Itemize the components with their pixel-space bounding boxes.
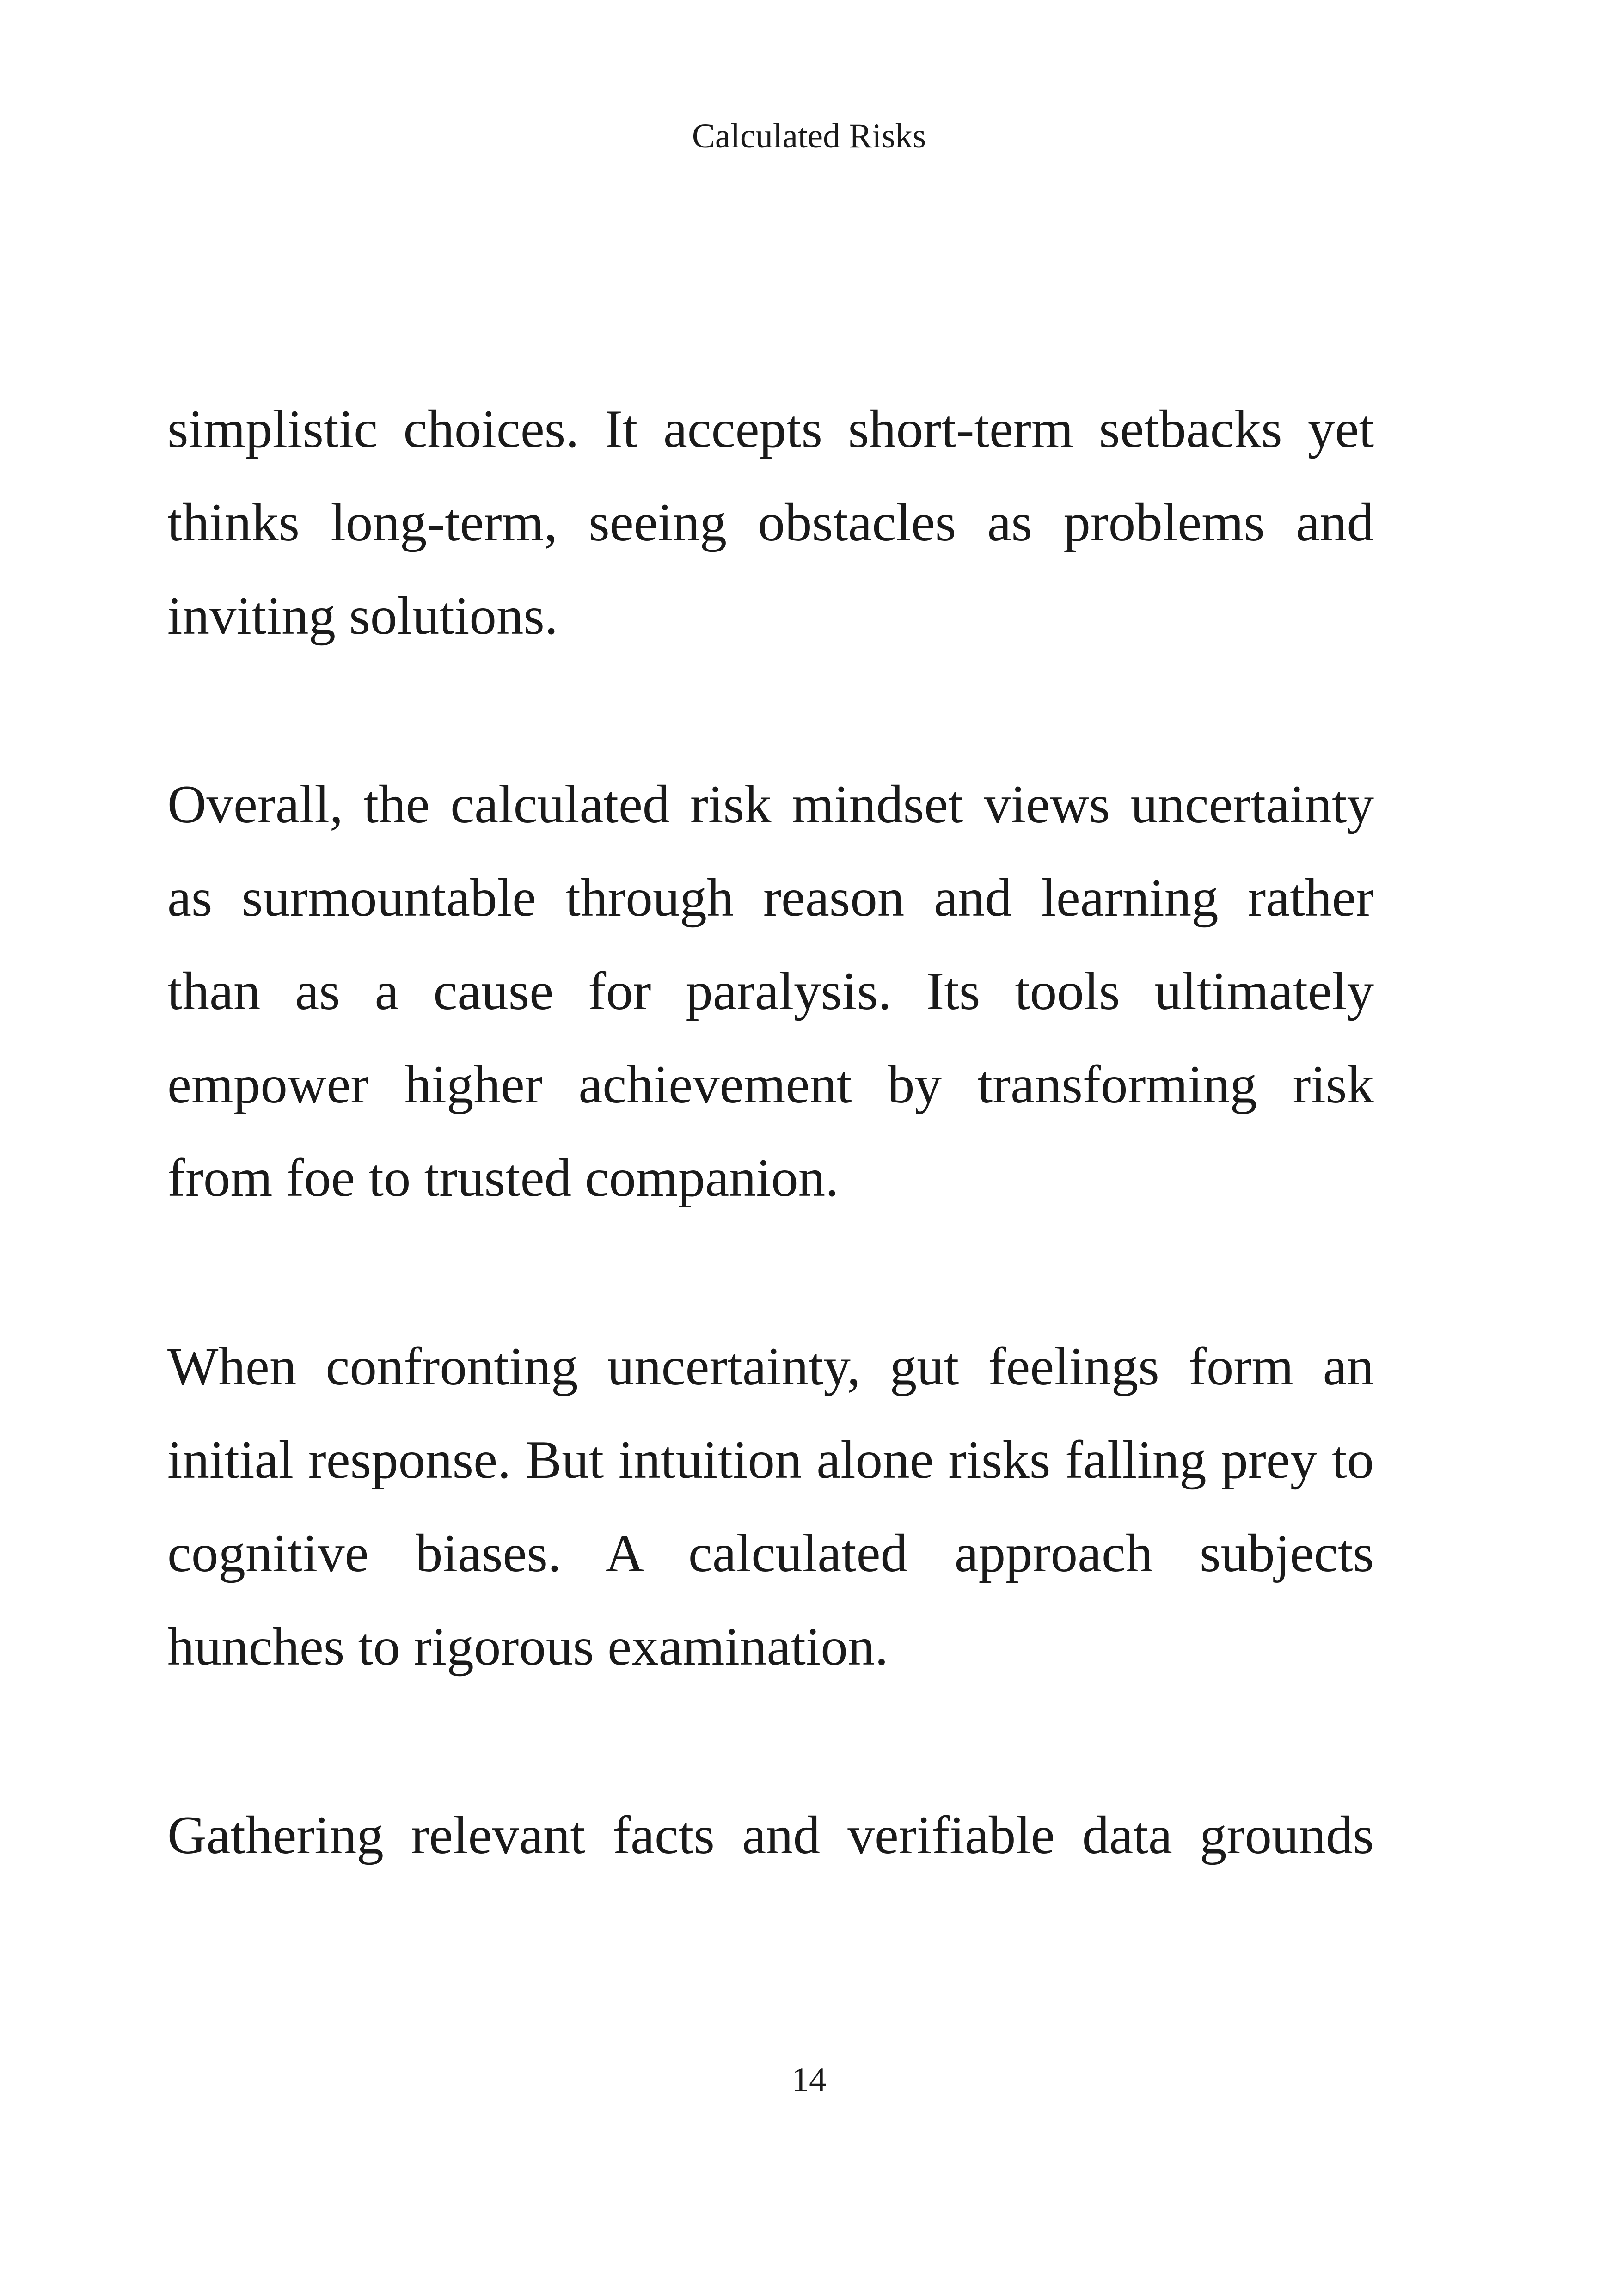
text-line: simplistic choices. It accepts short-term setbacks yet <box>167 399 1374 459</box>
text-line: Gathering relevant facts and verifiable data grounds <box>167 1806 1374 1865</box>
text-line: as surmountable through reason and learning rather <box>167 868 1374 928</box>
text-line: empower higher achievement by transforming risk <box>167 1055 1374 1114</box>
text-line: Overall, the calculated risk mindset views uncertainty <box>167 775 1374 834</box>
text-line: inviting solutions. <box>167 586 558 646</box>
paragraph-4 <box>167 1789 1374 1882</box>
text-line: thinks long-term, seeing obstacles as problems and <box>167 493 1374 552</box>
paragraph-1 <box>167 383 1374 663</box>
text-line: from foe to trusted companion. <box>167 1148 839 1208</box>
text-line: When confronting uncertainty, gut feelings form an <box>167 1337 1374 1396</box>
page-number: 14 <box>791 2061 827 2099</box>
paragraph-2 <box>167 758 1374 1225</box>
running-header: Calculated Risks <box>692 117 926 155</box>
text-line: hunches to rigorous examination. <box>167 1617 889 1677</box>
paragraph-3 <box>167 1320 1374 1694</box>
text-line: than as a cause for paralysis. Its tools ultimately <box>167 961 1374 1021</box>
text-line: initial response. But intuition alone risks falling prey to <box>167 1430 1374 1490</box>
text-line: cognitive biases. A calculated approach subjects <box>167 1524 1374 1583</box>
